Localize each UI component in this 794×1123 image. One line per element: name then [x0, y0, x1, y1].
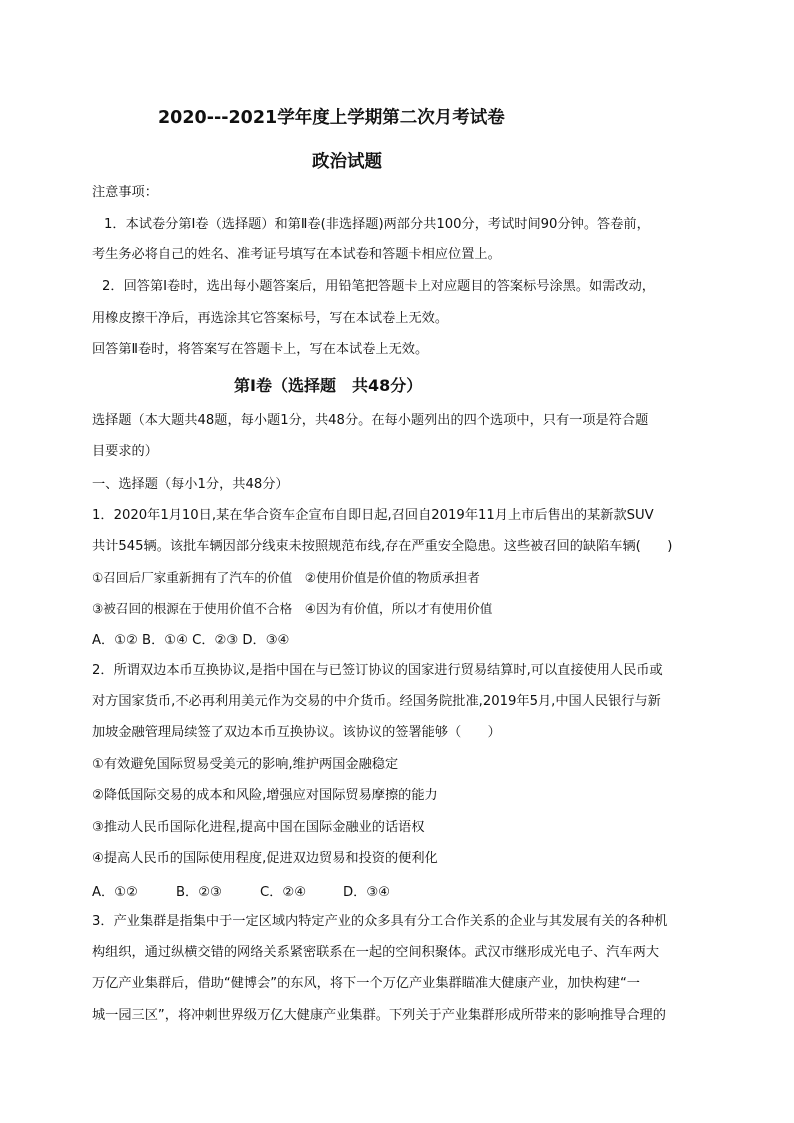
- notice-item-2-line-2: 用橡皮擦干净后，再选涂其它答案标号，写在本试卷上无效。: [92, 311, 449, 326]
- q1-answers: A．①② B．①④ C．②③ D．③④: [92, 633, 290, 648]
- q1-option-line-1: ①召回后厂家重新拥有了汽车的价值 ②使用价值是价值的物质承担者: [92, 570, 480, 585]
- q3-stem-line-1: 3．产业集群是指集中于一定区域内特定产业的众多具有分工合作关系的企业与其发展有关的各种机: [92, 914, 668, 929]
- q2-stem-line-3: 加坡金融管理局续签了双边本币互换协议。该协议的签署能够（ ）: [92, 725, 501, 740]
- q2-stem-line-2: 对方国家货币,不必再利用美元作为交易的中介货币。经国务院批准,2019年5月,中国人民银行与新: [92, 694, 661, 709]
- section-desc-line-1: 选择题（本大题共48题，每小题1分，共48分。在每小题列出的四个选项中，只有一项是符合题: [92, 413, 649, 428]
- q2-answer-b: B．②③: [176, 885, 222, 900]
- q1-stem-line-2: 共计545辆。该批车辆因部分线束未按照规范布线,存在严重安全隐患。这些被召回的缺陷车辆( ): [92, 539, 673, 554]
- q2-stem-line-1: 2．所谓双边本币互换协议,是指中国在与已签订协议的国家进行贸易结算时,可以直接使用人民币或: [92, 663, 663, 678]
- q2-option-4: ④提高人民币的国际使用程度,促进双边贸易和投资的便利化: [92, 851, 438, 866]
- q1-stem-line-1: 1．2020年1月10日,某在华合资车企宣布自即日起,召回自2019年11月上市后售出的某新款SUV: [92, 508, 654, 523]
- q3-stem-line-2: 构组织，通过纵横交错的网络关系紧密联系在一起的空间积聚体。武汉市继形成光电子、汽车两大: [92, 945, 660, 960]
- q2-answer-a: A．①②: [92, 885, 138, 900]
- q2-answer-c: C．②④: [260, 885, 307, 900]
- q2-option-2: ②降低国际交易的成本和风险,增强应对国际贸易摩擦的能力: [92, 788, 438, 803]
- q2-answer-d: D．③④: [343, 885, 390, 900]
- q2-option-3: ③推动人民币国际化进程,提高中国在国际金融业的话语权: [92, 820, 425, 835]
- q3-stem-line-4: 城一园三区”，将冲刺世界级万亿大健康产业集群。下列关于产业集群形成所带来的影响推导合理的: [92, 1008, 666, 1023]
- exam-title: 2020---2021学年度上学期第二次月考试卷: [158, 108, 505, 128]
- notice-heading: 注意事项：: [92, 185, 158, 200]
- section-title: 第Ⅰ卷（选择题 共48分）: [234, 376, 423, 395]
- exam-subtitle: 政治试题: [312, 152, 382, 172]
- notice-item-1-line-2: 考生务必将自己的姓名、准考证号填写在本试卷和答题卡相应位置上。: [92, 247, 501, 262]
- notice-item-3: 回答第Ⅱ卷时，将答案写在答题卡上，写在本试卷上无效。: [92, 342, 429, 357]
- notice-item-2-line-1: 2．回答第Ⅰ卷时，选出每小题答案后，用铅笔把答题卡上对应题目的答案标号涂黑。如需改动，: [102, 279, 655, 294]
- q1-option-line-2: ③被召回的根源在于使用价值不合格 ④因为有价值，所以才有使用价值: [92, 601, 493, 616]
- part-heading: 一、选择题（每小1分，共48分）: [92, 477, 289, 492]
- notice-item-1-line-1: 1．本试卷分第Ⅰ卷（选择题）和第Ⅱ卷(非选择题)两部分共100分，考试时间90分钟。答卷前，: [104, 217, 650, 232]
- q2-option-1: ①有效避免国际贸易受美元的影响,维护两国金融稳定: [92, 757, 399, 772]
- q3-stem-line-3: 万亿产业集群后，借助“健博会”的东风，将下一个万亿产业集群瞄准大健康产业，加快构建“一: [92, 976, 640, 991]
- section-desc-line-2: 目要求的）: [92, 444, 158, 459]
